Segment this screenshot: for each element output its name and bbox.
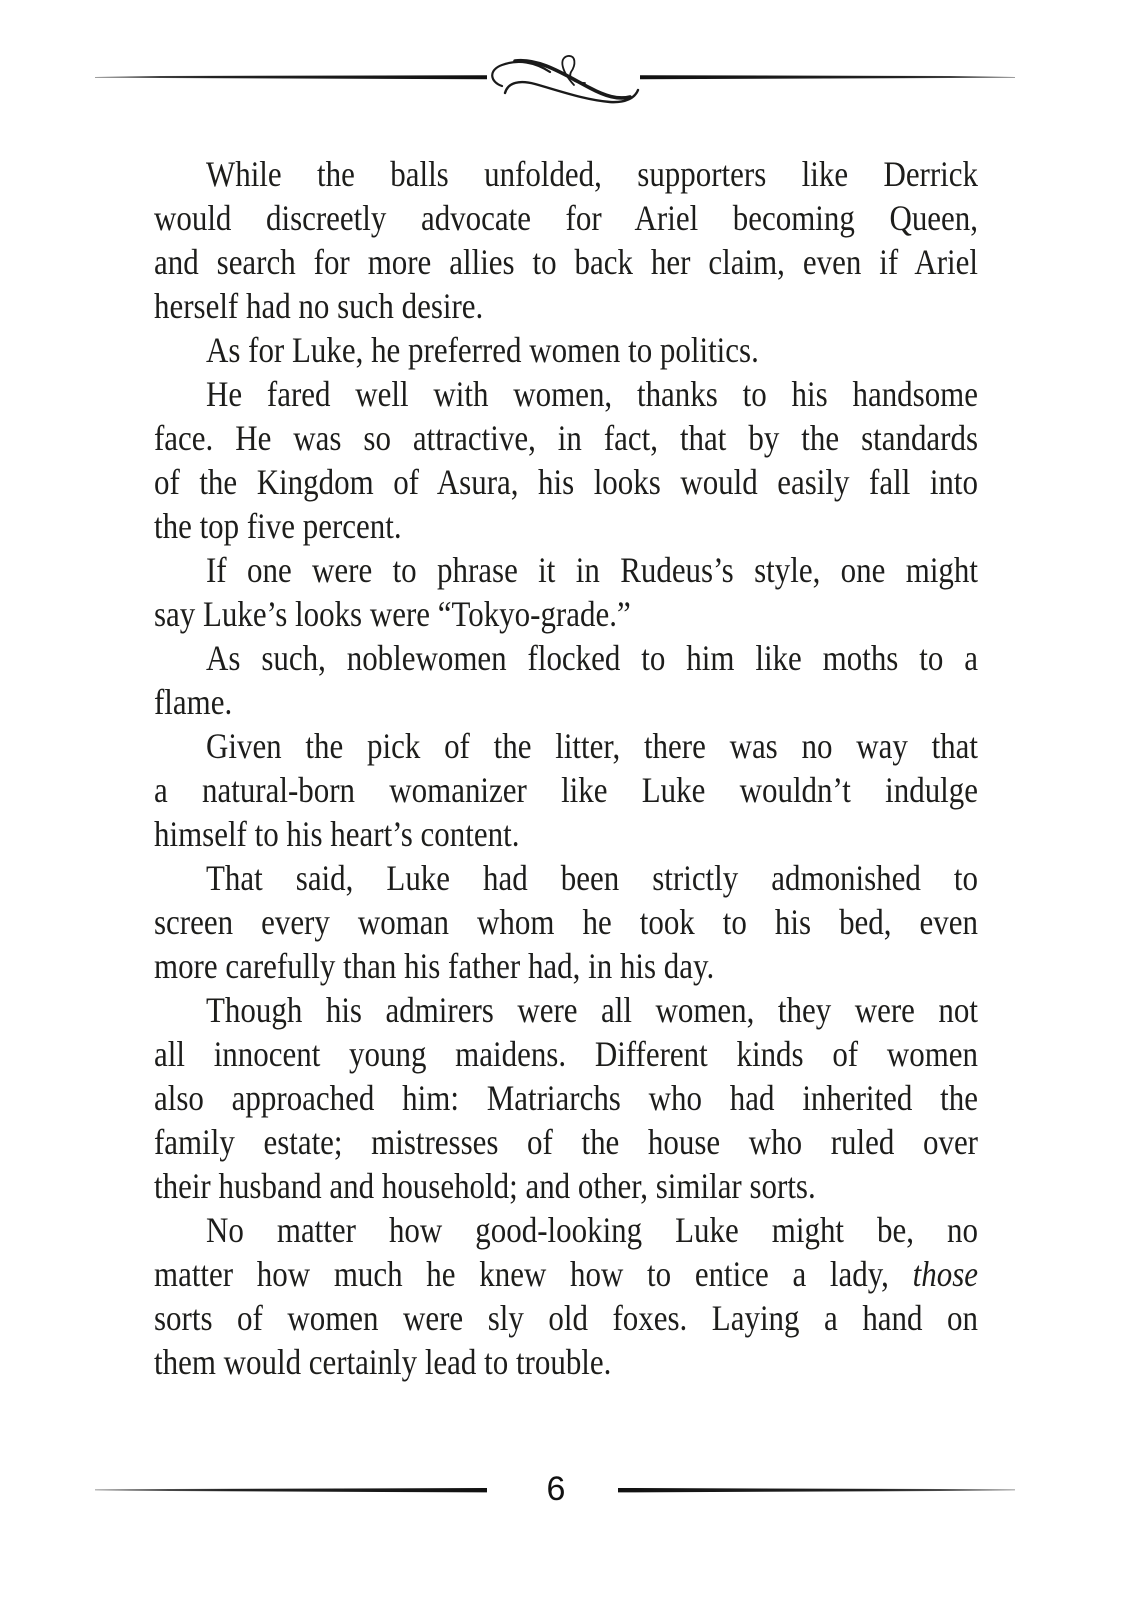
paragraph [154,328,978,372]
text-line-content: their husband and household; and other, similar sorts. [154,1166,816,1206]
text-line-content: If one were to phrase it in Rudeus’s style, one might [206,550,978,590]
text-line [154,1296,978,1340]
text-line [154,592,978,636]
header-rule-right [640,75,1015,79]
text-line [154,680,978,724]
paragraph [154,724,978,856]
paragraph [154,372,978,548]
text-line-content: As for Luke, he preferred women to politics. [206,330,759,370]
text-line-content: sorts of women were sly old foxes. Laying a hand on [154,1298,979,1338]
text-line [154,768,978,812]
text-line [154,1120,978,1164]
text-line-content: Given the pick of the litter, there was no way that [206,726,978,766]
text-line [154,812,978,856]
text-line [154,152,978,196]
text-line-content: would discreetly advocate for Ariel becoming Queen, [154,198,979,238]
footer-rule-left [95,1488,487,1492]
paragraph [154,152,978,328]
text-line [154,416,978,460]
text-line [154,856,978,900]
text-line-content: matter how much he knew how to entice a lady, those [154,1254,979,1294]
text-line-content: a natural-born womanizer like Luke wouldn’t indulge [154,770,979,810]
text-line-content: No matter how good-looking Luke might be, no [206,1210,978,1250]
text-line-content: say Luke’s looks were “Tokyo-grade.” [154,594,631,634]
paragraph [154,1208,978,1384]
text-line-content: and search for more allies to back her claim, even if Ariel [154,242,979,282]
flourish-ornament-icon [492,56,638,102]
text-line [154,372,978,416]
text-line [154,1340,978,1384]
text-line [154,240,978,284]
text-line-content: of the Kingdom of Asura, his looks would easily fall into [154,462,979,502]
text-line [154,900,978,944]
text-line [154,548,978,592]
text-line [154,724,978,768]
text-line [154,1164,978,1208]
text-line-content: them would certainly lead to trouble. [154,1342,612,1382]
text-line [154,1032,978,1076]
text-line-content: face. He was so attractive, in fact, that by the standards [154,418,979,458]
text-line-content: That said, Luke had been strictly admonished to [206,858,978,898]
paragraph [154,856,978,988]
text-line-content: He fared well with women, thanks to his handsome [206,374,979,414]
text-line [154,1252,978,1296]
footer-rule-right [618,1488,1015,1492]
text-line [154,636,978,680]
text-line-content: herself had no such desire. [154,286,484,326]
text-line [154,196,978,240]
text-line-content: all innocent young maidens. Different kinds of women [154,1034,979,1074]
text-line [154,1208,978,1252]
text-line-content: himself to his heart’s content. [154,814,520,854]
text-line [154,460,978,504]
body-text [154,152,978,1384]
paragraph [154,636,978,724]
text-line [154,1076,978,1120]
text-line [154,328,978,372]
text-line-content: more carefully than his father had, in his day. [154,946,715,986]
text-line [154,988,978,1032]
text-line-content: flame. [154,682,233,722]
text-line-content: screen every woman whom he took to his bed, even [154,902,979,942]
page-number: 6 [546,1470,566,1508]
text-line [154,504,978,548]
text-line [154,284,978,328]
text-line [154,944,978,988]
text-line-content: also approached him: Matriarchs who had inherited the [154,1078,979,1118]
text-line-content: As such, noblewomen flocked to him like moths to a [206,638,978,678]
paragraph [154,548,978,636]
italic-emphasis: those [912,1254,979,1294]
paragraph [154,988,978,1208]
text-line-content: Though his admirers were all women, they were not [206,990,979,1030]
header-rule-left [95,75,487,79]
text-line-content: the top five percent. [154,506,402,546]
text-line-content: While the balls unfolded, supporters like Derrick [206,154,979,194]
text-line-content: family estate; mistresses of the house who ruled over [154,1122,979,1162]
header-flourish-divider [90,50,1020,114]
